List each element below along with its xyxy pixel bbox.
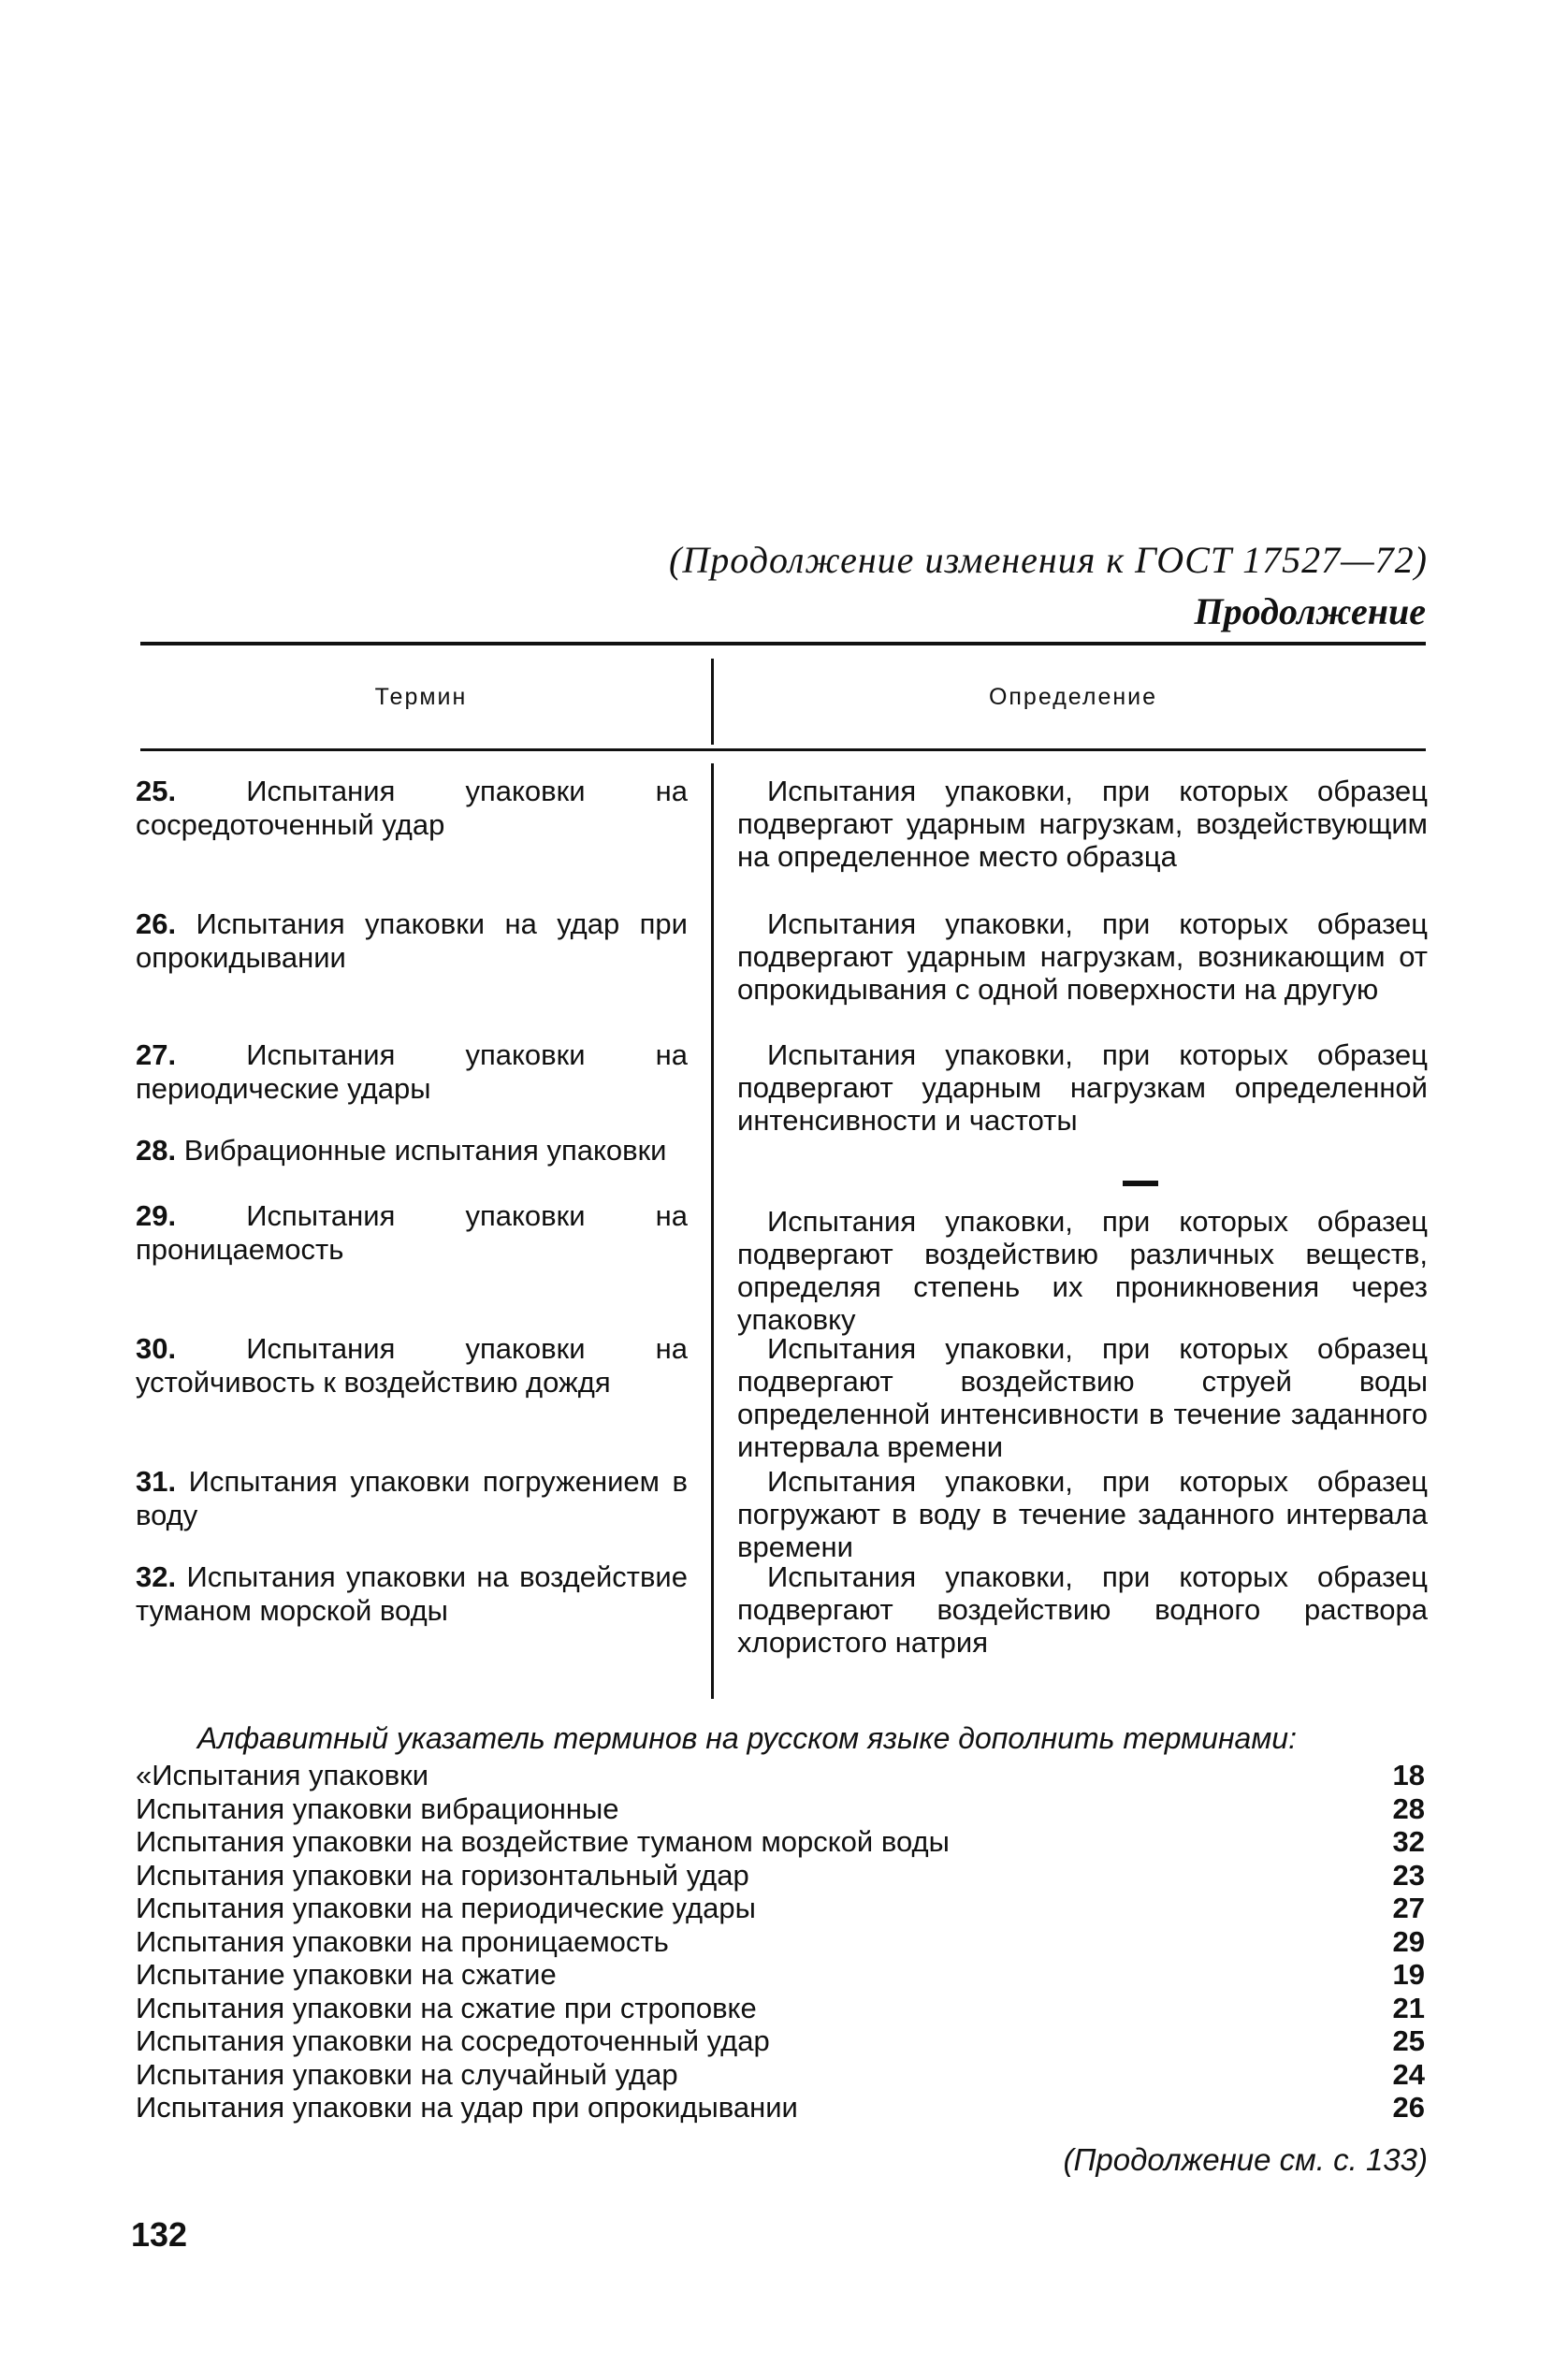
table-row-term bbox=[136, 1134, 688, 1167]
index-page: 27 bbox=[1392, 1892, 1425, 1924]
index-page: 19 bbox=[1392, 1958, 1425, 1991]
index-page: 28 bbox=[1392, 1791, 1425, 1825]
table-row-term bbox=[136, 907, 688, 975]
index-term: Испытания упаковки на горизонтальный удар bbox=[136, 1858, 749, 1892]
table-header-divider bbox=[711, 659, 714, 745]
table-top-rule bbox=[140, 642, 1426, 645]
index-term: Испытания упаковки на случайный удар bbox=[136, 2057, 678, 2091]
index-entry bbox=[136, 1792, 1425, 1826]
term-number: 30. bbox=[136, 1332, 177, 1365]
term-text: Испытания упаковки на периодические удары bbox=[136, 1038, 688, 1105]
term-text: Испытания упаковки погружением в воду bbox=[136, 1465, 688, 1531]
table-row-term bbox=[136, 1199, 688, 1267]
index-term: Испытание упаковки на сжатие bbox=[136, 1958, 557, 1991]
index-entry bbox=[136, 2024, 1425, 2058]
index-term: Испытания упаковки на проницаемость bbox=[136, 1924, 669, 1958]
index-page: 24 bbox=[1392, 2057, 1425, 2091]
index-page: 18 bbox=[1392, 1759, 1425, 1791]
table-row-term bbox=[136, 1560, 688, 1628]
term-text: Испытания упаковки на удар при опрокидывании bbox=[136, 907, 688, 974]
index-page: 29 bbox=[1392, 1924, 1425, 1958]
index-term: Испытания упаковки на воздействие туманом морской воды bbox=[136, 1825, 950, 1858]
table-row-term bbox=[136, 1038, 688, 1106]
term-text: Испытания упаковки на устойчивость к воздействию дождя bbox=[136, 1332, 688, 1399]
empty-definition-dash bbox=[1123, 1181, 1158, 1186]
term-text: Испытания упаковки на проницаемость bbox=[136, 1199, 688, 1266]
index-entry bbox=[136, 1925, 1425, 1959]
term-number: 25. bbox=[136, 775, 177, 807]
table-row-definition: Испытания упаковки, при которых образец подвергают ударным нагрузкам определенной интенсивности и частоты bbox=[737, 1038, 1428, 1137]
term-text: Испытания упаковки на сосредоточенный удар bbox=[136, 775, 688, 841]
page-number: 132 bbox=[131, 2215, 188, 2254]
table-row-definition: Испытания упаковки, при которых образец подвергают воздействию различных веществ, определяя степень их проникновения через упаковку bbox=[737, 1205, 1428, 1336]
column-header-definition: Определение bbox=[988, 684, 1158, 710]
index-entry bbox=[136, 1825, 1425, 1859]
term-number: 31. bbox=[136, 1465, 177, 1498]
index-term: Испытания упаковки на периодические удары bbox=[136, 1892, 756, 1924]
index-term: «Испытания упаковки bbox=[136, 1759, 429, 1791]
table-row-term bbox=[136, 775, 688, 842]
term-number: 28. bbox=[136, 1134, 177, 1167]
continuation-note: (Продолжение см. с. 133) bbox=[1063, 2142, 1428, 2177]
table-row-definition: Испытания упаковки, при которых образец подвергают воздействию струей воды определенной интенсивности в течение заданного интервала времени bbox=[737, 1332, 1428, 1463]
index-entry bbox=[136, 1992, 1425, 2025]
index-term: Испытания упаковки на сжатие при строповке bbox=[136, 1991, 757, 2024]
index-page: 25 bbox=[1392, 2024, 1425, 2057]
index-page: 21 bbox=[1392, 1991, 1425, 2024]
index-page: 32 bbox=[1392, 1825, 1425, 1858]
table-row-definition: Испытания упаковки, при которых образец погружают в воду в течение заданного интервала времени bbox=[737, 1465, 1428, 1563]
alphabetical-index bbox=[136, 1759, 1425, 2125]
index-entry bbox=[136, 1958, 1425, 1992]
index-entry bbox=[136, 2091, 1425, 2125]
term-number: 26. bbox=[136, 907, 177, 940]
index-intro: Алфавитный указатель терминов на русском языке дополнить терминами: bbox=[197, 1721, 1297, 1755]
index-entry bbox=[136, 1892, 1425, 1925]
index-entry bbox=[136, 1759, 1425, 1792]
index-term: Испытания упаковки на удар при опрокидывании bbox=[136, 2091, 798, 2124]
index-page: 26 bbox=[1392, 2091, 1425, 2124]
table-row-definition: Испытания упаковки, при которых образец подвергают воздействию водного раствора хлористого натрия bbox=[737, 1560, 1428, 1659]
column-header-term: Термин bbox=[374, 684, 468, 710]
table-row-term bbox=[136, 1332, 688, 1400]
table-continuation-label: Продолжение bbox=[1194, 590, 1426, 632]
term-number: 32. bbox=[136, 1560, 177, 1593]
table-row-term bbox=[136, 1465, 688, 1532]
index-term: Испытания упаковки на сосредоточенный удар bbox=[136, 2024, 770, 2057]
table-row-definition: Испытания упаковки, при которых образец подвергают ударным нагрузкам, возникающим от опрокидывания с одной поверхности на другую bbox=[737, 907, 1428, 1006]
term-number: 29. bbox=[136, 1199, 177, 1232]
table-header-rule bbox=[140, 748, 1426, 751]
index-entry bbox=[136, 1859, 1425, 1893]
amendment-header: (Продолжение изменения к ГОСТ 17527—72) bbox=[669, 539, 1428, 581]
index-term: Испытания упаковки вибрационные bbox=[136, 1791, 619, 1825]
table-row-definition: Испытания упаковки, при которых образец подвергают ударным нагрузкам, воздействующим на определенное место образца bbox=[737, 775, 1428, 873]
table-body-divider bbox=[711, 763, 714, 1699]
term-text: Вибрационные испытания упаковки bbox=[183, 1134, 667, 1167]
index-page: 23 bbox=[1392, 1858, 1425, 1892]
term-text: Испытания упаковки на воздействие туманом морской воды bbox=[136, 1560, 688, 1627]
term-number: 27. bbox=[136, 1038, 177, 1071]
index-entry bbox=[136, 2058, 1425, 2092]
